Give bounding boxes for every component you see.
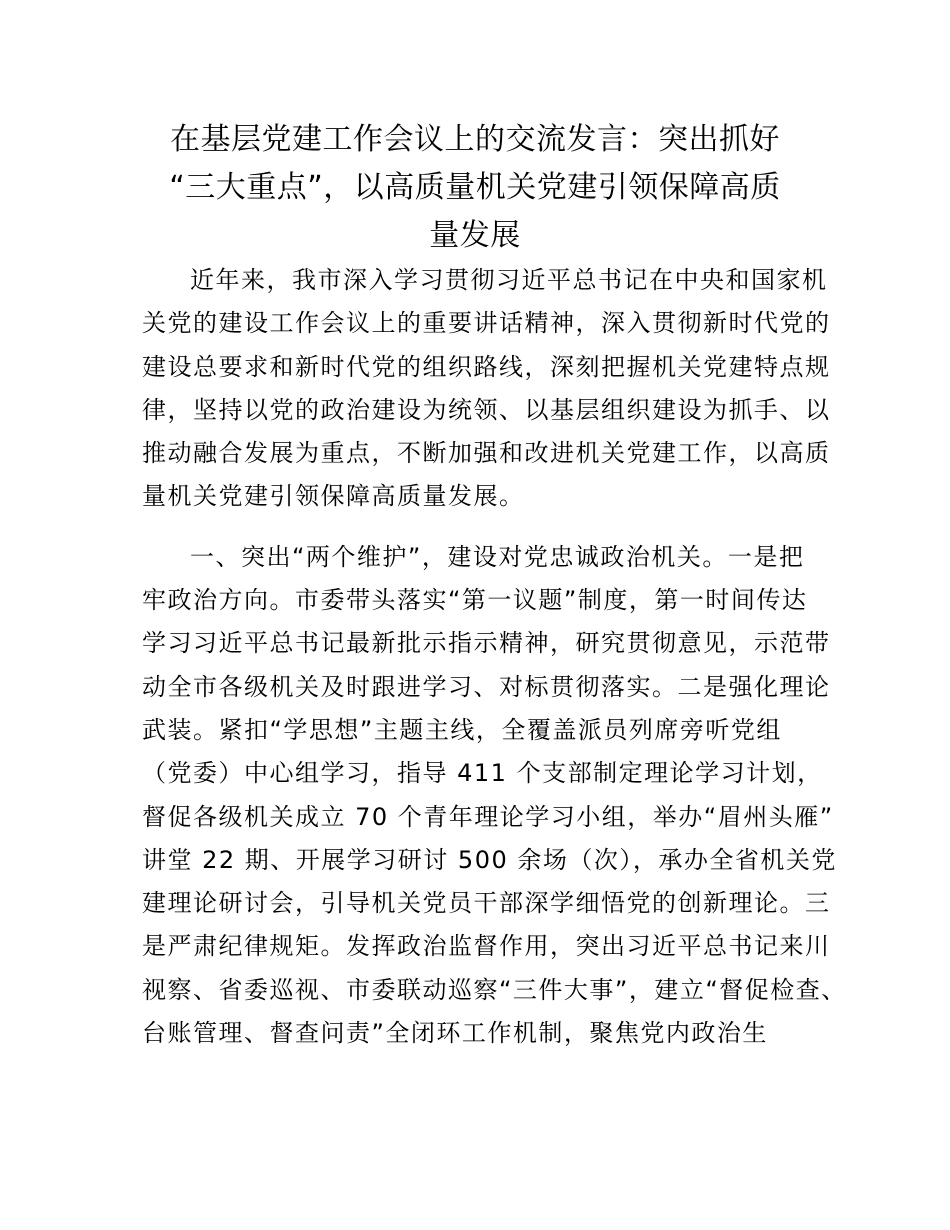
paragraph-line: 推动融合发展为重点，不断加强和改进机关党建工作，以高质: [142, 439, 831, 468]
paragraph-intro: [142, 259, 831, 519]
paragraph-line: 近年来，我市深入学习贯彻习近平总书记在中央和国家机: [190, 266, 828, 294]
paragraph-line: 量机关党建引领保障高质量发展。: [142, 482, 525, 511]
paragraph-line: 是严肃纪律规矩。发挥政治监督作用，突出习近平总书记来川: [142, 932, 831, 961]
paragraph-line: 律，坚持以党的政治建设为统领、以基层组织建设为抓手、以: [142, 395, 831, 424]
paragraph-line: 武装。紧扣“学思想”主题主线，全覆盖派员列席旁听党组: [142, 715, 782, 744]
paragraph-line: 关党的建设工作会议上的重要讲话精神，深入贯彻新时代党的: [142, 309, 831, 338]
paragraph-line: 视察、省委巡视、市委联动巡察“三件大事”，建立“督促检查、: [142, 975, 847, 1004]
title-line: 量发展: [429, 218, 521, 253]
paragraph-line: 学习习近平总书记最新批示指示精神，研究贯彻意见，示范带: [142, 629, 831, 658]
paragraph-line: 建理论研讨会，引导机关党员干部深学细悟党的创新理论。三: [142, 889, 831, 918]
paragraph-line: （党委）中心组学习，指导 411 个支部制定理论学习计划，: [142, 759, 823, 788]
paragraph-section-one: [142, 536, 847, 1056]
paragraph-line: 讲堂 22 期、开展学习研讨 500 余场（次），承办全省机关党: [142, 845, 837, 874]
paragraph-line: 动全市各级机关及时跟进学习、对标贯彻落实。二是强化理论: [142, 672, 831, 701]
paragraph-line: 一、突出“两个维护”，建设对党忠诚政治机关。一是把: [190, 542, 805, 571]
paragraph-line: 督促各级机关成立 70 个青年理论学习小组，举办“眉州头雁”: [142, 802, 834, 831]
paragraph-spacer: [142, 519, 822, 536]
paragraph-line: 牢政治方向。市委带头落实“第一议题”制度，第一时间传达: [142, 586, 808, 615]
title-line: “三大重点”，以高质量机关党建引领保障高质: [169, 170, 781, 205]
document-title: [140, 116, 810, 260]
title-line: 在基层党建工作会议上的交流发言：突出抓好: [170, 122, 780, 157]
document-body: [142, 259, 847, 1055]
paragraph-line: 台账管理、督查问责”全闭环工作机制，聚焦党内政治生: [142, 1019, 768, 1048]
paragraph-line: 建设总要求和新时代党的组织路线，深刻把握机关党建特点规: [142, 352, 831, 381]
